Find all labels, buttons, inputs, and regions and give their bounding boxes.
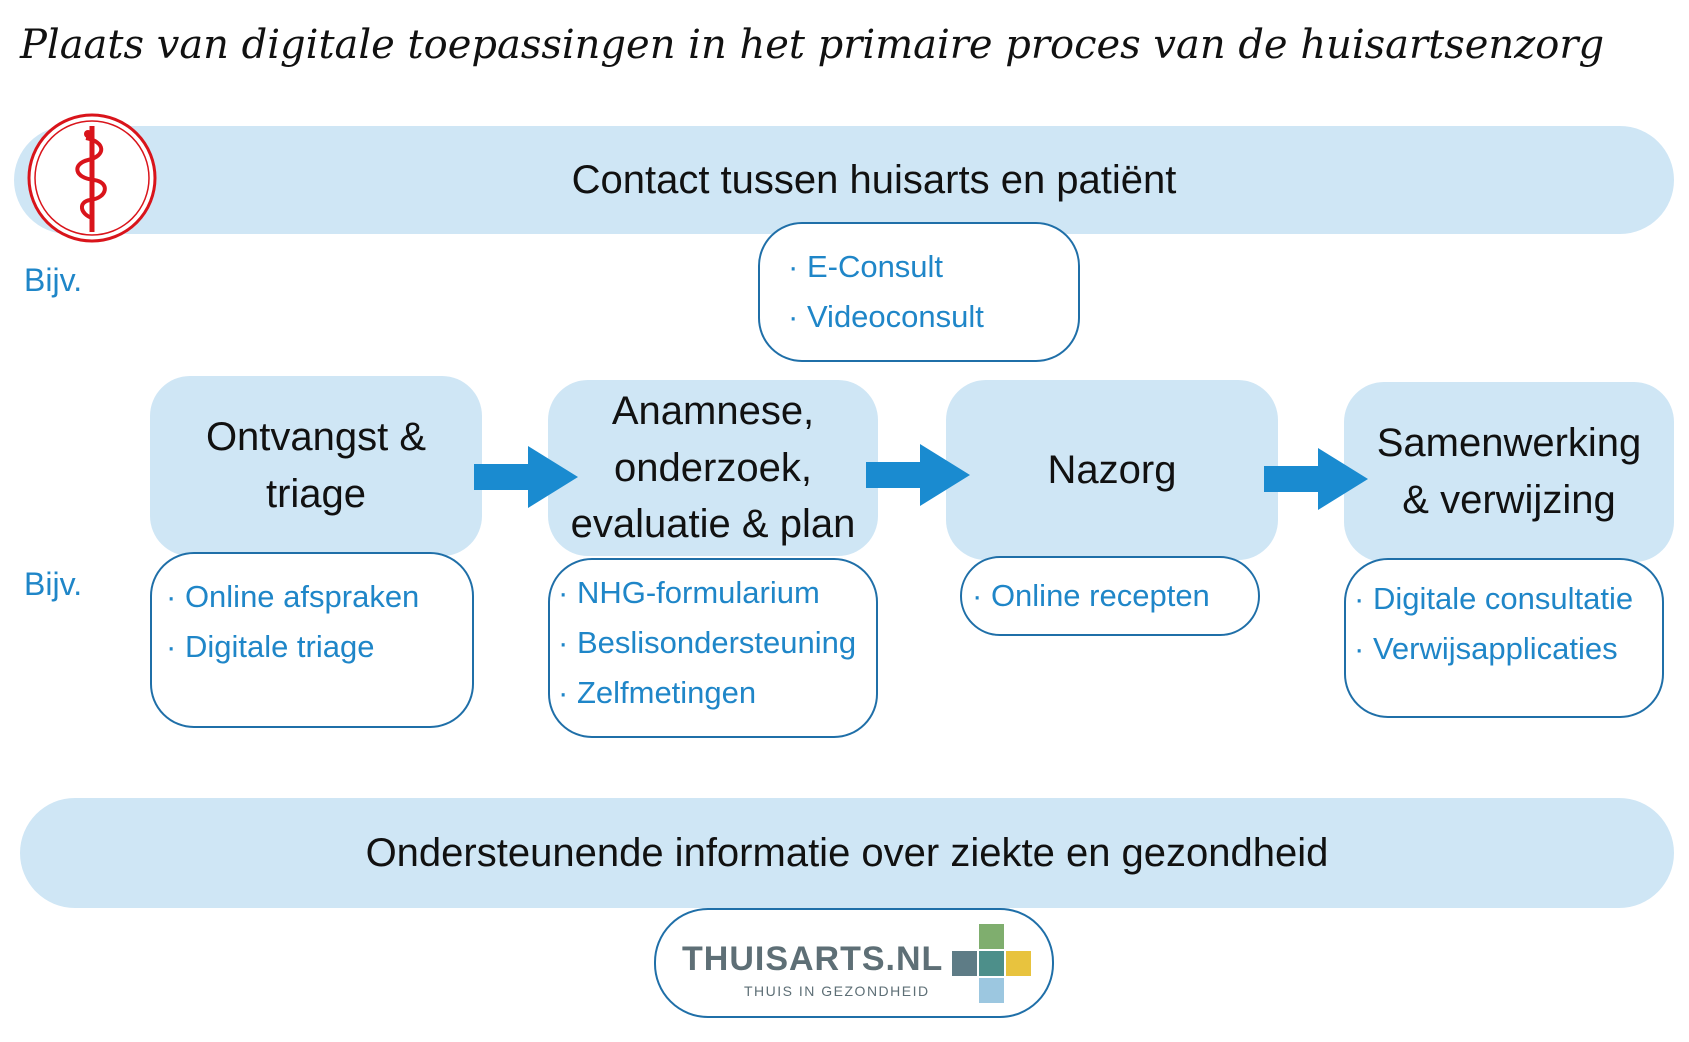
list-item: · Zelfmetingen — [558, 668, 876, 718]
list-item: · Digitale consultatie — [1354, 574, 1662, 624]
list-item: · Videoconsult — [788, 292, 1078, 342]
stage-anamnese-plan — [548, 380, 878, 556]
stage-samenwerking — [1344, 382, 1674, 562]
stage-examples-box — [548, 558, 878, 738]
example-label-top: Bijv. — [24, 262, 83, 298]
stage-nazorg — [946, 380, 1278, 560]
list-item: · NHG-formularium — [558, 568, 876, 618]
stage-label: Nazorg — [1047, 447, 1177, 492]
list-item: · Online recepten — [972, 571, 1258, 621]
list-item: · Verwijsapplicaties — [1354, 624, 1662, 674]
logo-name: THUISARTS.NL — [682, 940, 944, 978]
arrow-right-icon — [866, 444, 970, 506]
bottom-band — [20, 798, 1674, 908]
stage-examples-box — [150, 552, 474, 728]
example-label-stages: Bijv. — [24, 566, 83, 602]
stage-label: Anamnese, onderzoek, evaluatie & plan — [570, 388, 856, 547]
stage-examples-box — [1344, 558, 1664, 718]
contact-examples-box — [758, 222, 1080, 362]
stage-ontvangst-triage — [150, 376, 482, 556]
list-item: · E-Consult — [788, 242, 1078, 292]
stage-label: Ontvangst & triage — [205, 415, 427, 516]
list-item: · Beslisondersteuning — [558, 618, 876, 668]
medical-emblem-icon — [26, 112, 158, 244]
logo-tagline: THUIS IN GEZONDHEID — [744, 983, 930, 999]
bottom-band-label: Ondersteunende informatie over ziekte en gezondheid — [365, 830, 1329, 875]
arrow-right-icon — [1264, 448, 1368, 510]
list-item: · Digitale triage — [166, 622, 472, 672]
stage-examples-box — [960, 556, 1260, 636]
stage-label: Samenwerking & verwijzing — [1376, 421, 1642, 522]
top-band-label: Contact tussen huisarts en patiënt — [571, 157, 1177, 202]
thuisarts-logo-icon — [952, 924, 1032, 1004]
top-band — [14, 126, 1674, 234]
thuisarts-logo — [654, 908, 1054, 1018]
page-title: Plaats van digitale toepassingen in het primaire proces van de huisartsenzorg — [20, 22, 1605, 68]
arrow-right-icon — [474, 446, 578, 508]
list-item: · Online afspraken — [166, 572, 472, 622]
